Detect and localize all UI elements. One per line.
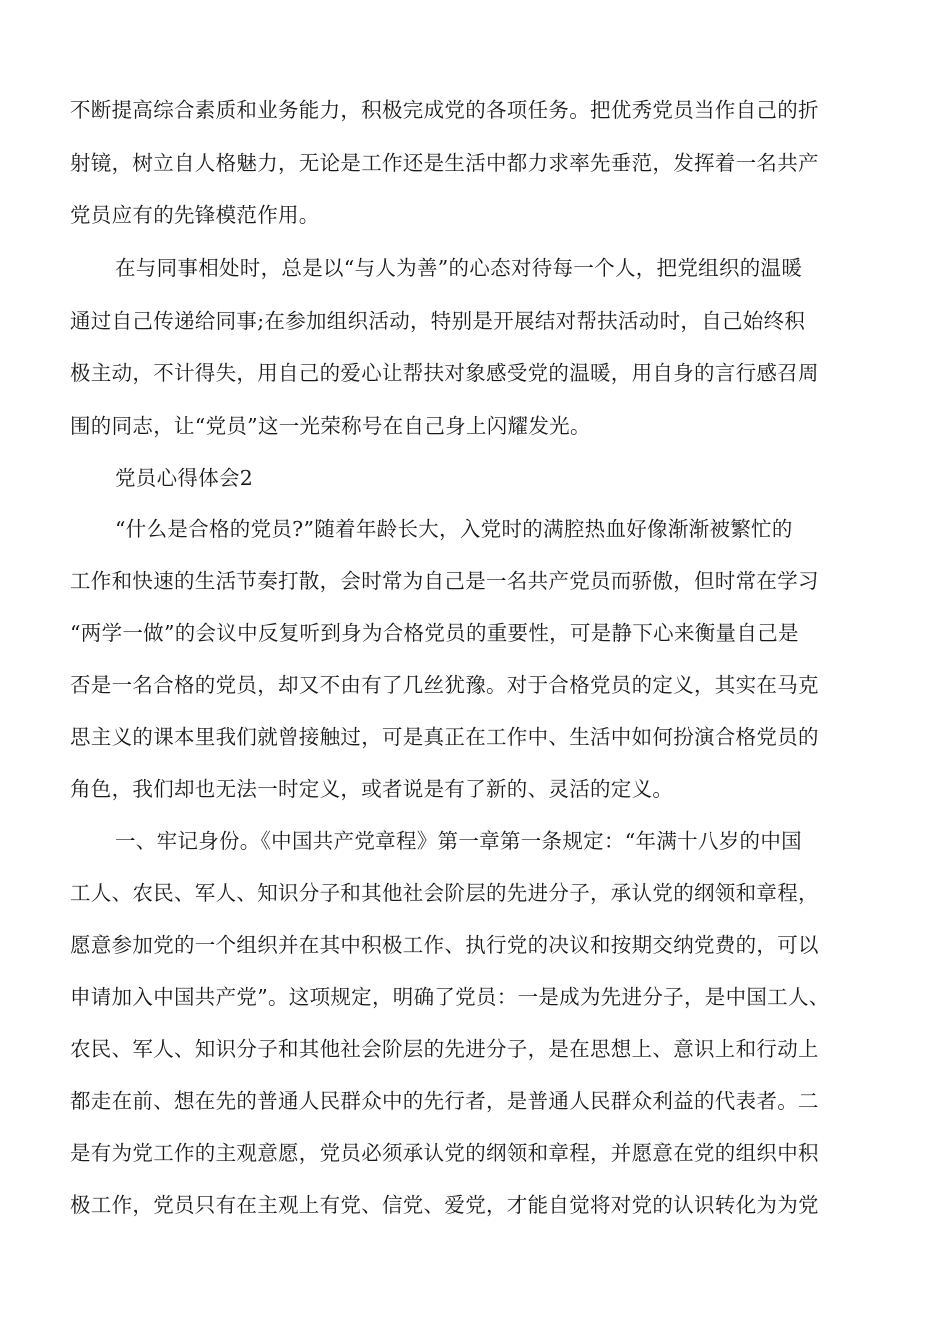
paragraph-line: 工人、农民、军人、知识分子和其他社会阶层的先进分子，承认党的纲领和章程， <box>70 881 819 905</box>
paragraph-line: 角色，我们却也无法一时定义，或者说是有了新的、灵活的定义。 <box>70 777 674 801</box>
paragraph-line: 党员应有的先锋模范作用。 <box>70 203 320 227</box>
paragraph-line: 极主动，不计得失，用自己的爱心让帮扶对象感受党的温暖，用自身的言行感召周 <box>70 361 819 385</box>
paragraph-line: 否是一名合格的党员，却又不由有了几丝犹豫。对于合格党员的定义，其实在马克 <box>70 673 819 697</box>
paragraph-line: 申请加入中国共产党”。这项规定，明确了党员：一是成为先进分子，是中国工人、 <box>70 985 830 1009</box>
paragraph-line: 都走在前、想在先的普通人民群众中的先行者，是普通人民群众利益的代表者。二 <box>70 1089 819 1113</box>
paragraph-line: 极工作，党员只有在主观上有党、信党、爱党，才能自觉将对党的认识转化为为党 <box>70 1193 819 1217</box>
paragraph-line: 农民、军人、知识分子和其他社会阶层的先进分子，是在思想上、意识上和行动上 <box>70 1037 819 1061</box>
paragraph-line: “两学一做”的会议中反复听到身为合格党员的重要性，可是静下心来衡量自己是 <box>70 621 799 645</box>
paragraph-line: 是有为党工作的主观意愿，党员必须承认党的纲领和章程，并愿意在党的组织中积 <box>70 1141 819 1165</box>
paragraph-line: 通过自己传递给同事;在参加组织活动，特别是开展结对帮扶活动时，自己始终积 <box>70 309 806 333</box>
paragraph-line: 围的同志，让“党员”这一光荣称号在自己身上闪耀发光。 <box>70 414 591 438</box>
paragraph-line: 工作和快速的生活节奏打散，会时常为自己是一名共产党员而骄傲，但时常在学习 <box>70 569 819 593</box>
paragraph-line: 一、牢记身份。《中国共产党章程》第一章第一条规定：“年满十八岁的中国 <box>115 829 802 853</box>
section-heading: 党员心得体会2 <box>115 466 254 490</box>
paragraph-line: 不断提高综合素质和业务能力，积极完成党的各项任务。把优秀党员当作自己的折 <box>70 98 819 122</box>
paragraph-line: 思主义的课本里我们就曾接触过，可是真正在工作中、生活中如何扮演合格党员的 <box>70 725 819 749</box>
paragraph-line: “什么是合格的党员?”随着年龄长大，入党时的满腔热血好像渐渐被繁忙的 <box>115 517 793 541</box>
paragraph-line: 在与同事相处时，总是以“与人为善”的心态对待每一个人，把党组织的温暖 <box>115 256 803 280</box>
paragraph-line: 愿意参加党的一个组织并在其中积极工作、执行党的决议和按期交纳党费的，可以 <box>70 933 819 957</box>
paragraph-line: 射镜，树立自人格魅力，无论是工作还是生活中都力求率先垂范，发挥着一名共产 <box>70 151 819 175</box>
